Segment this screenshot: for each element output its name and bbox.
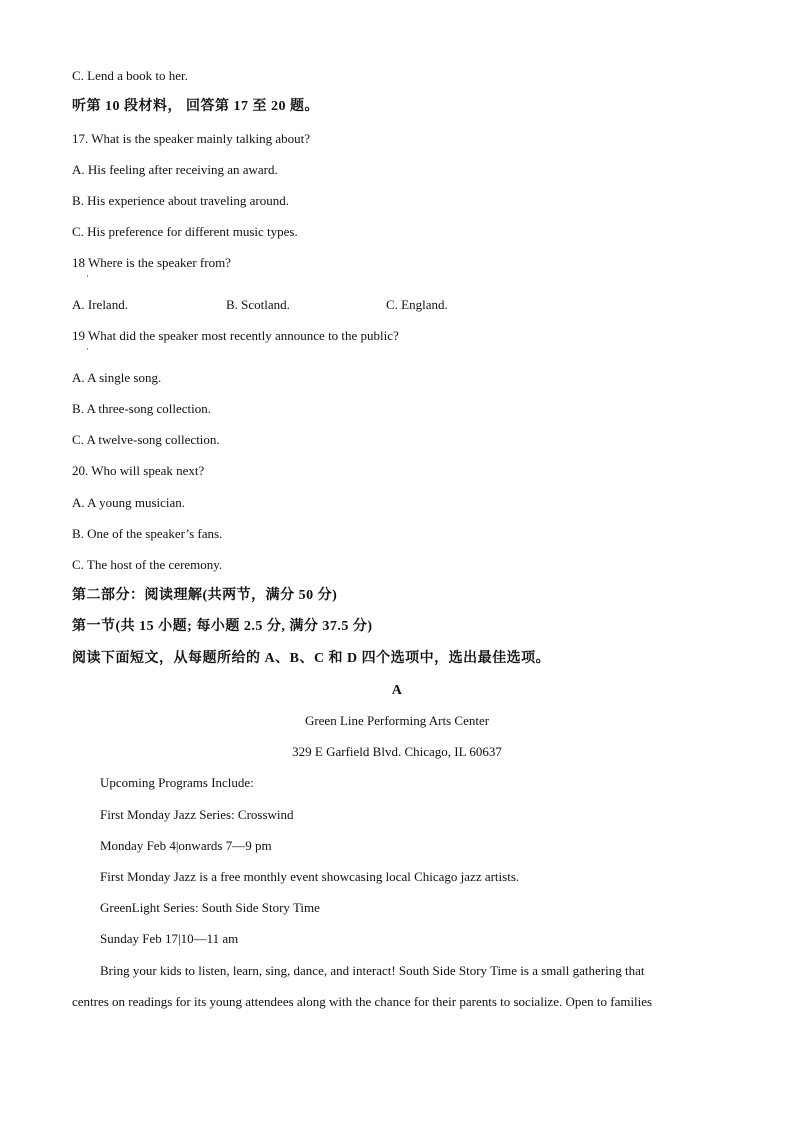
- program-description: Bring your kids to listen, learn, sing, dance, and interact! South Side Story Time is a small gathering that: [100, 963, 645, 978]
- q20-option-b: B. One of the speaker’s fans.: [72, 526, 223, 541]
- q17-option-b: B. His experience about traveling around.: [72, 193, 289, 208]
- program-description: centres on readings for its young attendees along with the chance for their parents to socialize. Open to families: [72, 994, 653, 1009]
- artifact-dot: ·: [86, 271, 89, 281]
- question-19: 19 What did the speaker most recently announce to the public?: [72, 328, 399, 343]
- program-title: First Monday Jazz Series: Crosswind: [100, 807, 294, 822]
- question-20: 20. Who will speak next?: [72, 463, 205, 478]
- question-18: 18 Where is the speaker from?: [72, 255, 231, 270]
- program-description: First Monday Jazz is a free monthly event showcasing local Chicago jazz artists.: [100, 869, 520, 884]
- program-time: Sunday Feb 17|10—11 am: [100, 931, 239, 946]
- section-1-header: 第一节(共 15 小题; 每小题 2.5 分, 满分 37.5 分): [72, 619, 373, 634]
- q17-option-c: C. His preference for different music types.: [72, 224, 298, 239]
- option-c-prev: C. Lend a book to her.: [72, 68, 188, 83]
- passage-letter: A: [391, 683, 403, 698]
- q20-option-c: C. The host of the ceremony.: [72, 557, 223, 572]
- venue-address: 329 E Garfield Blvd. Chicago, IL 60637: [292, 744, 502, 759]
- q18-option-a: A. Ireland.: [72, 297, 128, 312]
- section-10-header: 听第 10 段材料， 回答第 17 至 20 题。: [72, 99, 319, 114]
- q17-option-a: A. His feeling after receiving an award.: [72, 162, 278, 177]
- program-time: Monday Feb 4|onwards 7—9 pm: [100, 838, 272, 853]
- part-2-header: 第二部分：阅读理解(共两节，满分 50 分): [72, 588, 338, 603]
- venue-name: Green Line Performing Arts Center: [304, 713, 490, 728]
- q18-option-b: B. Scotland.: [226, 297, 290, 312]
- q20-option-a: A. A young musician.: [72, 495, 186, 510]
- question-17: 17. What is the speaker mainly talking about?: [72, 131, 311, 146]
- programs-heading: Upcoming Programs Include:: [100, 775, 254, 790]
- reading-instructions: 阅读下面短文，从每题所给的 A、B、C 和 D 四个选项中，选出最佳选项。: [72, 651, 551, 666]
- q19-option-c: C. A twelve-song collection.: [72, 432, 220, 447]
- q19-option-a: A. A single song.: [72, 370, 162, 385]
- artifact-dot: ·: [86, 344, 89, 354]
- q18-option-c: C. England.: [386, 297, 448, 312]
- program-title: GreenLight Series: South Side Story Time: [100, 900, 320, 915]
- q19-option-b: B. A three-song collection.: [72, 401, 212, 416]
